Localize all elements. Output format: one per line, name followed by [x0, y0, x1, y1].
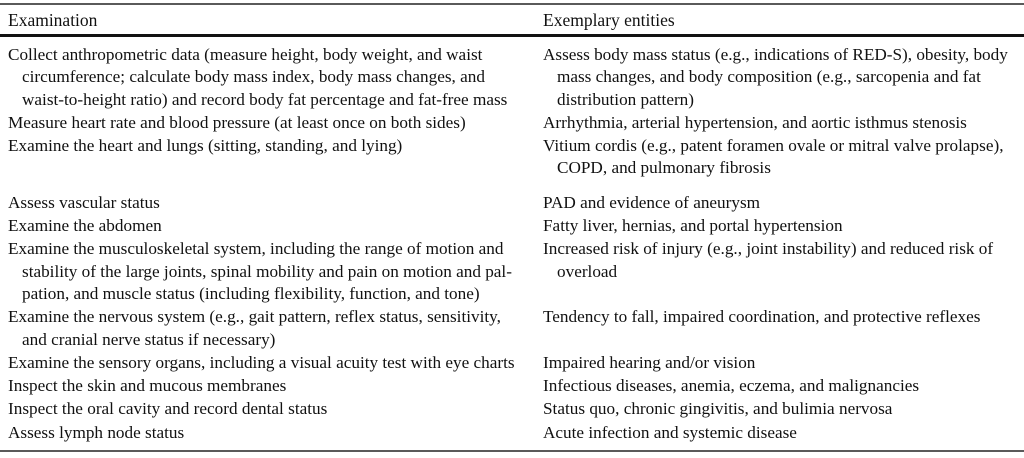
column-header-exemplary-entities: Exemplary entities — [543, 10, 675, 30]
table-row — [0, 112, 1024, 134]
cell-exemplary-entities: Arrhythmia, arterial hypertension, and aortic isthmus stenosis — [543, 112, 967, 132]
table-row — [0, 352, 1024, 374]
table-header-row — [0, 7, 1024, 33]
cell-exemplary-entities: PAD and evidence of aneurysm — [543, 192, 761, 212]
cell-examination: Assess lymph node status — [8, 422, 185, 442]
table-row — [0, 398, 1024, 420]
table-header-rule — [0, 34, 1024, 37]
cell-examination: Examine the musculoskeletal system, including the range of motion and stability of the large joints, spinal mobility and pain on motion and pal-pation, and muscle status (including flexibility, function, and tone) — [8, 239, 512, 303]
cell-exemplary-entities: Tendency to fall, impaired coordination, and protective reflexes — [543, 307, 981, 327]
table-row — [0, 375, 1024, 397]
cell-exemplary-entities: Impaired hearing and/or vision — [543, 352, 756, 372]
cell-examination: Measure heart rate and blood pressure (at least once on both sides) — [8, 112, 466, 132]
table-body — [0, 44, 1024, 445]
cell-exemplary-entities: Status quo, chronic gingivitis, and bulimia nervosa — [543, 399, 893, 419]
cell-examination: Examine the sensory organs, including a visual acuity test with eye charts — [8, 352, 515, 372]
cell-examination: Inspect the skin and mucous membranes — [8, 376, 287, 396]
table-row — [0, 306, 1024, 351]
table-row — [0, 192, 1024, 214]
cell-examination: Assess vascular status — [8, 192, 160, 212]
table-bottom-rule — [0, 450, 1024, 452]
cell-exemplary-entities: Increased risk of injury (e.g., joint instability) and reduced risk of overload — [543, 239, 994, 281]
table-row — [0, 238, 1024, 305]
table-row — [0, 422, 1024, 444]
cell-examination: Examine the nervous system (e.g., gait pattern, reflex status, sensitivity, and cranial nerve status if necessary) — [8, 307, 501, 349]
table-top-rule — [0, 3, 1024, 5]
cell-exemplary-entities: Acute infection and systemic disease — [543, 422, 797, 442]
cell-exemplary-entities: Infectious diseases, anemia, eczema, and malignancies — [543, 376, 920, 396]
cell-examination: Collect anthropometric data (measure height, body weight, and waist circumference; calculate body mass index, body mass changes, and waist-to-height ratio) and record body fat percentage and fat-free mass — [8, 45, 508, 109]
cell-exemplary-entities: Fatty liver, hernias, and portal hypertension — [543, 216, 843, 236]
cell-examination: Examine the heart and lungs (sitting, standing, and lying) — [8, 136, 403, 156]
column-header-examination: Examination — [8, 10, 98, 30]
cell-examination: Inspect the oral cavity and record dental status — [8, 399, 328, 419]
cell-exemplary-entities: Assess body mass status (e.g., indications of RED-S), obesity, body mass changes, and body composition (e.g., sarcopenia and fat distribution pattern) — [543, 45, 1008, 109]
table-row — [0, 215, 1024, 237]
table-row — [0, 135, 1024, 180]
table-row — [0, 44, 1024, 111]
cell-exemplary-entities: Vitium cordis (e.g., patent foramen ovale or mitral valve prolapse), COPD, and pulmonary fibrosis — [543, 136, 1004, 178]
cell-examination: Examine the abdomen — [8, 216, 162, 236]
